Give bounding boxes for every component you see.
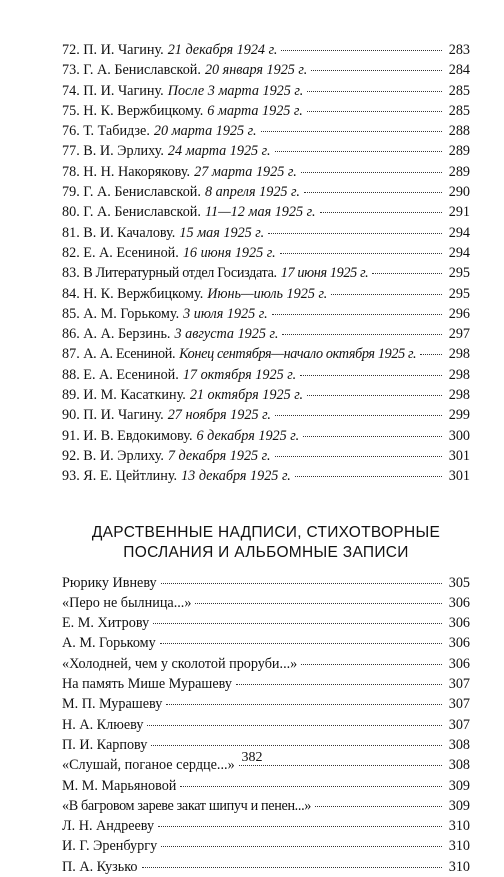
entry-title: «В багровом зареве закат шипуч и пенен...» <box>62 797 312 814</box>
entry-number: 84. <box>62 285 80 302</box>
entry-recipient: П. И. Чагину. <box>83 42 164 58</box>
entry-date: 21 декабря 1924 г. <box>167 42 278 58</box>
entry-page: 285 <box>448 102 470 119</box>
toc-entry <box>62 654 470 674</box>
dot-leader <box>158 826 442 827</box>
entry-date: 16 июня 1925 г. <box>182 244 276 261</box>
entry-recipient: В. И. Эрлиху. <box>83 447 164 464</box>
dot-leader <box>307 111 442 112</box>
toc-entry <box>62 141 470 161</box>
dot-leader <box>315 806 442 807</box>
dot-leader <box>307 91 442 92</box>
toc-entry <box>62 405 470 425</box>
entry-number: 92. <box>62 447 80 464</box>
entry-date: 17 октября 1925 г. <box>182 366 297 383</box>
entry-recipient: В. И. Качалову. <box>83 224 176 241</box>
toc-entry <box>62 344 470 364</box>
entry-page: 310 <box>448 818 470 835</box>
toc-entry <box>62 365 470 385</box>
entry-date: 13 декабря 1925 г. <box>181 468 291 485</box>
entry-page: 301 <box>448 447 470 464</box>
toc-entry <box>62 101 470 121</box>
entry-number: 76. <box>62 123 80 140</box>
dot-leader <box>161 846 442 847</box>
toc-entry <box>62 613 470 633</box>
entry-recipient: Е. А. Есениной. <box>83 366 179 383</box>
dot-leader <box>320 212 442 213</box>
entry-number: 93. <box>62 468 80 485</box>
toc-entry <box>62 446 470 466</box>
entry-page: 298 <box>448 346 470 363</box>
page-number: 382 <box>241 750 263 765</box>
entry-title: М. М. Марьяновой <box>62 777 177 794</box>
entry-page: 307 <box>448 696 470 713</box>
entry-title: «Холодней, чем у сколотой проруби...» <box>62 655 298 672</box>
dot-leader <box>301 664 442 665</box>
entry-page: 306 <box>448 594 470 611</box>
dot-leader <box>166 704 442 705</box>
entry-number: 89. <box>62 387 80 404</box>
entry-date: 20 января 1925 г. <box>204 62 308 79</box>
entry-title: П. А. Кузько <box>62 858 138 875</box>
entry-recipient: Г. А. Бениславской. <box>83 204 201 221</box>
entry-date: Июнь—июль 1925 г. <box>207 285 328 302</box>
entry-number: 85. <box>62 305 80 322</box>
toc-entry <box>62 715 470 735</box>
toc-entry <box>62 385 470 405</box>
entry-date: 6 марта 1925 г. <box>207 102 303 119</box>
entry-page: 284 <box>448 62 470 79</box>
entry-number: 87. <box>62 346 80 363</box>
entry-number: 73. <box>62 62 80 79</box>
entry-date: 27 ноября 1925 г. <box>167 407 271 424</box>
dot-leader <box>272 314 442 315</box>
dot-leader <box>280 253 442 254</box>
entry-number: 90. <box>62 407 80 424</box>
entry-page: 305 <box>448 574 470 591</box>
dot-leader <box>301 172 442 173</box>
entry-title: На память Мише Мурашеву <box>62 676 232 693</box>
entry-date: Конец сентября—начало октября 1925 г. <box>179 346 417 363</box>
entry-date: 8 апреля 1925 г. <box>204 184 300 201</box>
dot-leader <box>311 70 442 71</box>
toc-entry <box>62 202 470 222</box>
entry-title: А. М. Горькому <box>62 635 156 652</box>
entry-number: 78. <box>62 163 80 180</box>
dot-leader <box>303 436 442 437</box>
toc-entry <box>62 182 470 202</box>
entry-page: 291 <box>448 204 470 221</box>
entry-number: 91. <box>62 427 80 444</box>
letters-list <box>62 40 470 487</box>
entry-number: 83. <box>62 265 80 282</box>
entry-title: Л. Н. Андрееву <box>62 818 155 835</box>
entry-number: 75. <box>62 102 80 119</box>
entry-page: 289 <box>448 163 470 180</box>
entry-title: Е. М. Хитрову <box>62 615 150 632</box>
entry-recipient: Я. Е. Цейтлину. <box>83 468 178 485</box>
entry-page: 308 <box>448 757 470 774</box>
entry-page: 294 <box>448 224 470 241</box>
entry-recipient: Т. Табидзе. <box>83 123 150 140</box>
entry-recipient: А. М. Горькому. <box>83 305 180 322</box>
entry-page: 306 <box>448 615 470 632</box>
entry-number: 81. <box>62 224 80 241</box>
toc-entry <box>62 324 470 344</box>
toc-entry <box>62 573 470 593</box>
toc-entry <box>62 81 470 101</box>
entry-page: 298 <box>448 366 470 383</box>
dot-leader <box>282 334 442 335</box>
dot-leader <box>281 50 442 51</box>
toc-entry <box>62 121 470 141</box>
entry-date: После 3 марта 1925 г. <box>167 82 304 99</box>
toc-entry <box>62 674 470 694</box>
entry-date: 15 мая 1925 г. <box>179 224 265 241</box>
section-heading-line: ПОСЛАНИЯ И АЛЬБОМНЫЕ ЗАПИСИ <box>123 543 409 561</box>
entry-recipient: А. А. Есениной. <box>83 346 176 363</box>
entry-recipient: И. М. Касаткину. <box>83 387 186 404</box>
toc-entry <box>62 304 470 324</box>
entry-page: 307 <box>448 676 470 693</box>
entry-page: 308 <box>448 736 470 753</box>
entry-page: 297 <box>448 326 470 343</box>
entry-title: М. П. Мурашеву <box>62 696 163 713</box>
dot-leader <box>180 786 442 787</box>
dot-leader <box>147 725 442 726</box>
entry-date: 27 марта 1925 г. <box>194 163 297 180</box>
toc-entry <box>62 796 470 816</box>
dot-leader <box>161 583 442 584</box>
toc-entry <box>62 263 470 283</box>
dot-leader <box>142 867 442 868</box>
dot-leader <box>331 294 442 295</box>
entry-page: 295 <box>448 285 470 302</box>
entry-page: 310 <box>448 858 470 875</box>
toc-entry <box>62 776 470 796</box>
entry-recipient: Г. А. Бениславской. <box>83 184 201 201</box>
dot-leader <box>268 233 442 234</box>
entry-number: 79. <box>62 184 80 201</box>
dot-leader <box>304 192 442 193</box>
entry-page: 285 <box>448 82 470 99</box>
entry-page: 300 <box>448 427 470 444</box>
entry-number: 72. <box>62 42 80 58</box>
entry-page: 296 <box>448 305 470 322</box>
dot-leader <box>153 623 442 624</box>
entry-recipient: В. И. Эрлиху. <box>83 143 164 160</box>
section-heading <box>62 523 470 563</box>
entry-page: 288 <box>448 123 470 140</box>
dot-leader <box>261 131 442 132</box>
dot-leader <box>372 273 442 274</box>
dot-leader <box>195 603 442 604</box>
section-heading-line: ДАРСТВЕННЫЕ НАДПИСИ, СТИХОТВОРНЫЕ <box>91 523 441 541</box>
entry-date: 3 августа 1925 г. <box>174 326 279 343</box>
entry-recipient: Г. А. Бениславской. <box>83 62 201 79</box>
entry-title: И. Г. Эренбургу <box>62 838 158 855</box>
entry-number: 80. <box>62 204 80 221</box>
entry-recipient: А. А. Берзинь. <box>83 326 171 343</box>
entry-page: 299 <box>448 407 470 424</box>
entry-number: 82. <box>62 244 80 261</box>
entry-page: 298 <box>448 387 470 404</box>
entry-page: 310 <box>448 838 470 855</box>
entry-page: 294 <box>448 244 470 261</box>
toc-entry <box>62 162 470 182</box>
entry-recipient: В Литературный отдел Госиздата. <box>83 265 277 282</box>
entry-recipient: П. И. Чагину. <box>83 82 164 99</box>
entry-recipient: Н. Н. Накорякову. <box>83 163 191 180</box>
entry-title: П. И. Карпову <box>62 736 148 753</box>
dot-leader <box>151 745 442 746</box>
entry-page: 309 <box>448 777 470 794</box>
dot-leader <box>275 151 442 152</box>
entry-page: 309 <box>448 797 470 814</box>
entry-number: 77. <box>62 143 80 160</box>
toc-entry <box>62 243 470 263</box>
dot-leader <box>236 684 442 685</box>
entry-page: 283 <box>448 42 470 58</box>
inscriptions-list <box>62 573 470 877</box>
toc-entry <box>62 223 470 243</box>
dot-leader <box>275 456 442 457</box>
toc-entry <box>62 593 470 613</box>
toc-entry <box>62 694 470 714</box>
entry-title: Рюрику Ивневу <box>62 574 157 591</box>
entry-page: 295 <box>448 265 470 282</box>
toc-entry <box>62 836 470 856</box>
entry-page: 306 <box>448 635 470 652</box>
dot-leader <box>420 354 442 355</box>
entry-date: 7 декабря 1925 г. <box>167 447 271 464</box>
entry-recipient: И. В. Евдокимову. <box>83 427 193 444</box>
entry-recipient: Е. А. Есениной. <box>83 244 179 261</box>
entry-date: 21 октября 1925 г. <box>189 387 304 404</box>
entry-page: 301 <box>448 468 470 485</box>
entry-number: 74. <box>62 82 80 99</box>
dot-leader <box>275 415 442 416</box>
entry-date: 11—12 мая 1925 г. <box>204 204 316 221</box>
entry-recipient: П. И. Чагину. <box>83 407 164 424</box>
entry-date: 17 июня 1925 г. <box>280 265 369 282</box>
toc-entry <box>62 633 470 653</box>
toc-entry <box>62 284 470 304</box>
entry-date: 3 июля 1925 г. <box>183 305 268 322</box>
toc-entry <box>62 60 470 80</box>
entry-date: 24 марта 1925 г. <box>167 143 271 160</box>
entry-number: 86. <box>62 326 80 343</box>
entry-page: 307 <box>448 716 470 733</box>
dot-leader <box>300 375 442 376</box>
entry-recipient: Н. К. Вержбицкому. <box>83 285 204 302</box>
entry-title: «Перо не былница...» <box>62 594 192 611</box>
dot-leader <box>307 395 442 396</box>
entry-page: 306 <box>448 655 470 672</box>
dot-leader <box>295 476 442 477</box>
dot-leader <box>160 643 442 644</box>
toc-entry <box>62 426 470 446</box>
entry-title: «Слушай, поганое сердце...» <box>62 757 235 774</box>
entry-number: 88. <box>62 366 80 383</box>
toc-entry <box>62 40 470 60</box>
entry-date: 20 марта 1925 г. <box>153 123 257 140</box>
toc-entry <box>62 816 470 836</box>
entry-title: Н. А. Клюеву <box>62 716 144 733</box>
entry-page: 290 <box>448 184 470 201</box>
entry-date: 6 декабря 1925 г. <box>196 427 300 444</box>
toc-entry <box>62 466 470 486</box>
toc-entry <box>62 857 470 877</box>
entry-page: 289 <box>448 143 470 160</box>
entry-recipient: Н. К. Вержбицкому. <box>83 102 204 119</box>
